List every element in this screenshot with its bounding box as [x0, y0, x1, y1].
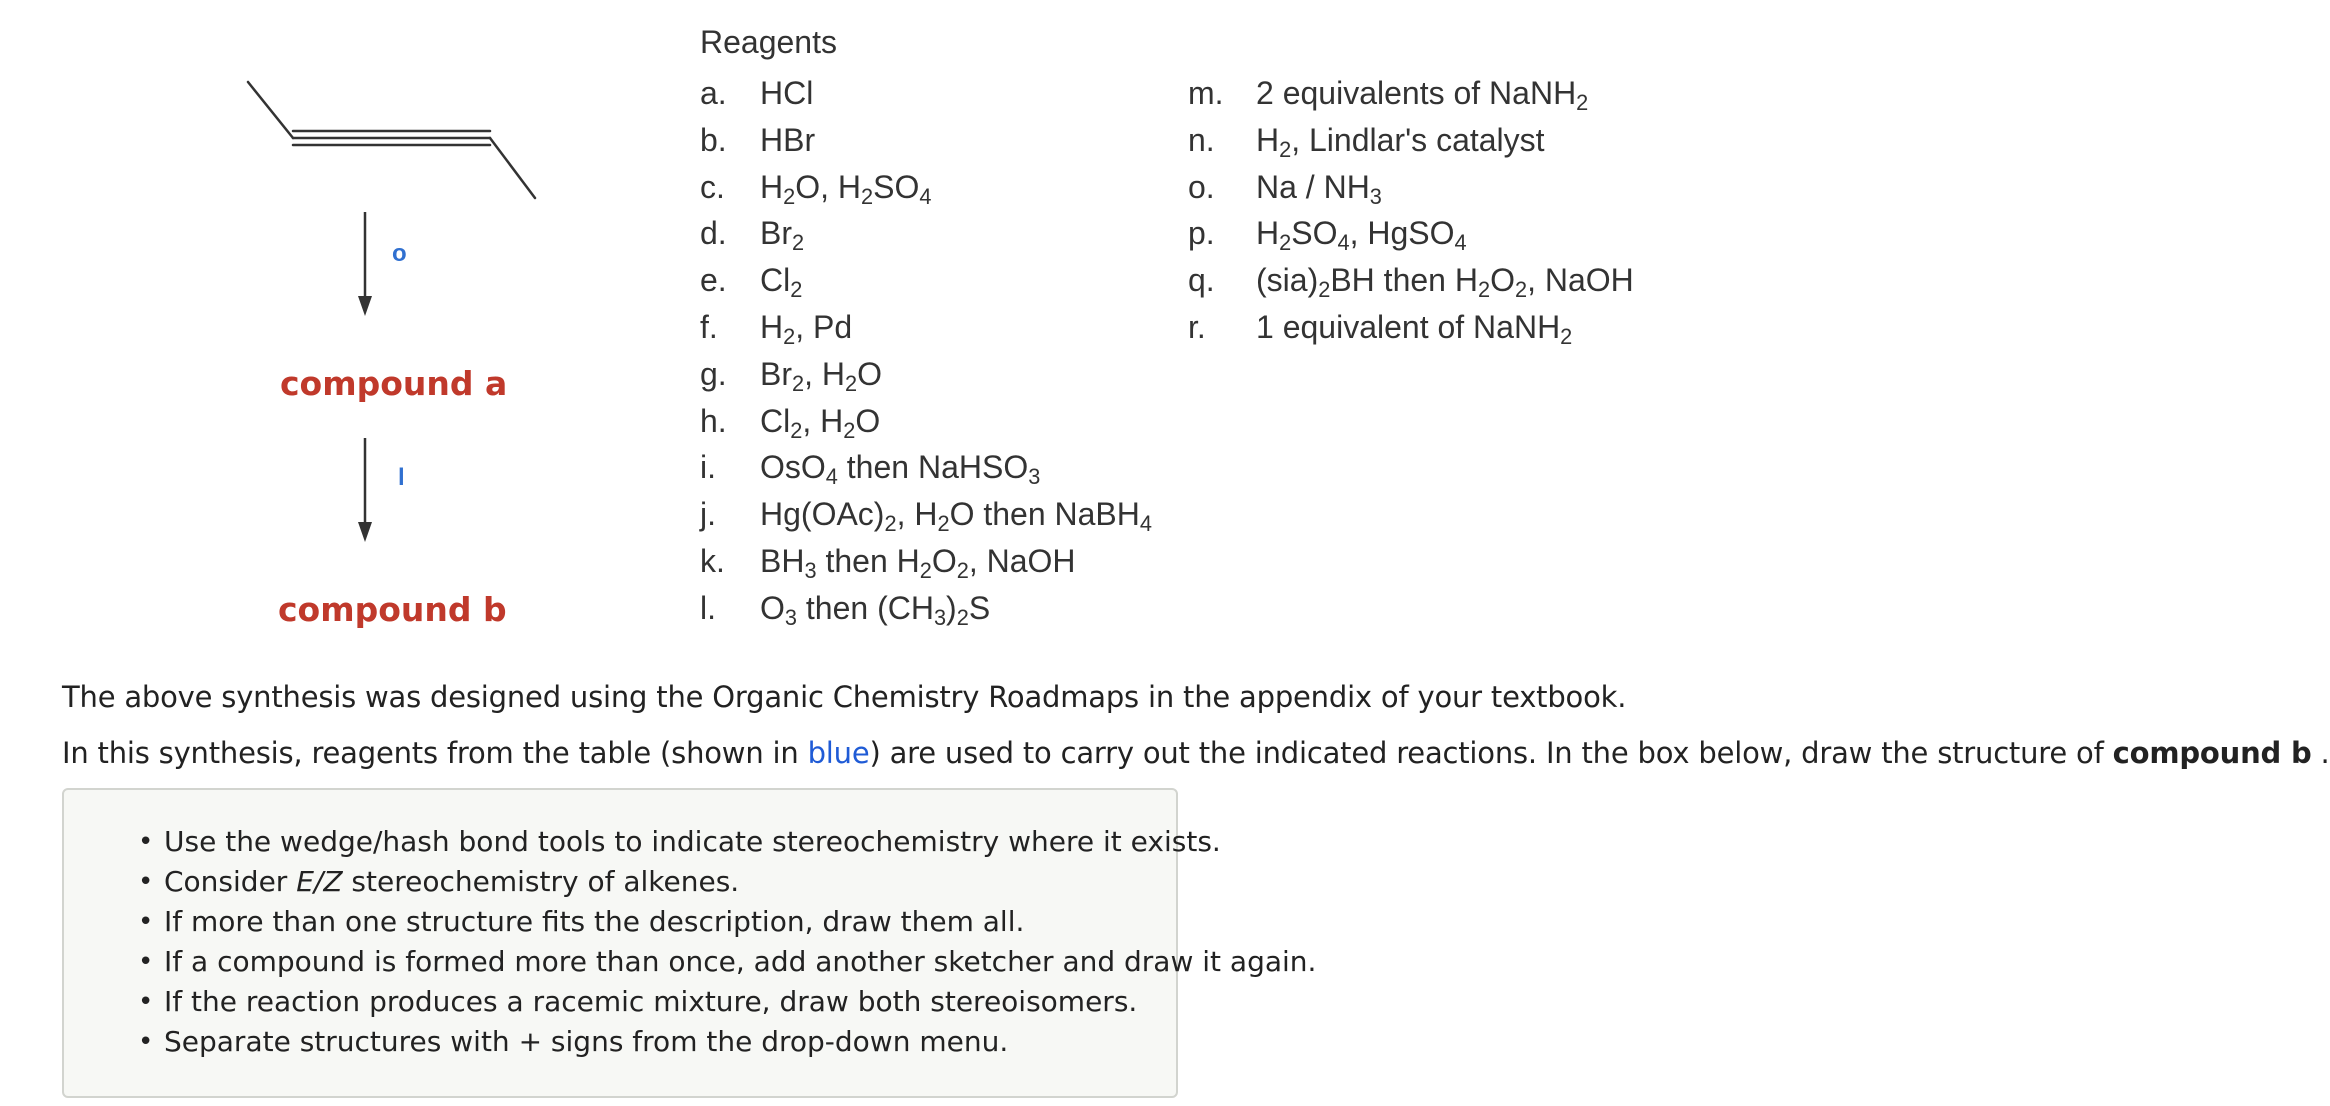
reagent-row-right-2	[1188, 164, 1748, 210]
reagent-row-left-8	[700, 444, 1220, 490]
reagent-letter: o.	[1188, 168, 1215, 205]
compound-a-label: compound a	[280, 364, 508, 403]
reagent-letter: g.	[700, 355, 727, 392]
blue-word: blue	[807, 736, 870, 770]
reagent-letter: e.	[700, 262, 727, 299]
instruction-item	[64, 862, 1176, 902]
reagents-list-right	[1188, 70, 1748, 370]
reagent-text: HCl	[760, 75, 814, 111]
reagent-row-right-3	[1188, 210, 1748, 256]
reagent-row-right-4	[1188, 257, 1748, 303]
description-paragraph-1: The above synthesis was designed using the Organic Chemistry Roadmaps in the appendix of your textbook.	[62, 680, 1627, 714]
reagent-row-right-5	[1188, 304, 1748, 350]
reagent-letter: q.	[1188, 262, 1215, 299]
reagent-text: HBr	[760, 121, 816, 158]
reagent-letter: d.	[700, 215, 727, 252]
reagent-text: $H_2$, Pd	[760, 309, 853, 350]
compound-b-label: compound b	[278, 590, 507, 629]
reagent-text: 1 equivalent of NaNH$_2$	[1256, 309, 1573, 350]
reagent-text: $Br_2$	[760, 215, 805, 256]
reagent-row-right-0	[1188, 70, 1748, 116]
reagent-text: $H_2SO_4$, HgSO$_4$	[1256, 215, 1467, 256]
reagent-letter: j.	[700, 496, 716, 533]
reagent-letter: r.	[1188, 309, 1206, 345]
reagent-row-left-4	[700, 257, 1220, 303]
reagent-row-left-1	[700, 117, 1220, 163]
reagent-letter: l.	[700, 589, 716, 626]
reagent-letter: m.	[1188, 75, 1224, 111]
reagent-letter: h.	[700, 402, 727, 439]
reaction-arrow-2	[350, 436, 380, 546]
reagent-row-left-6	[700, 351, 1220, 397]
reagent-text: OsO$_4$ then NaHSO$_3$	[760, 449, 1041, 490]
reagent-text: $(sia)_2BH$ then $H_2O_2$, NaOH	[1256, 262, 1634, 303]
reagent-letter: a.	[700, 75, 727, 111]
step1-reagent-label[interactable]: o	[392, 240, 407, 267]
reagent-letter: f.	[700, 309, 718, 345]
reagent-text: $H_2$, Lindlar's catalyst	[1256, 121, 1545, 162]
reagent-text: 2 equivalents of NaNH$_2$	[1256, 75, 1589, 116]
ethyl-bond-left	[248, 82, 293, 138]
instruction-item-2-post: stereochemistry of alkenes.	[342, 865, 740, 898]
paragraph-2-end: .	[2311, 736, 2330, 770]
instructions-list	[64, 822, 1317, 1062]
reagent-letter: n.	[1188, 121, 1215, 158]
reagent-text: $Br_2$, $H_2O$	[760, 355, 882, 396]
reagent-row-left-2	[700, 164, 1220, 210]
reagent-row-left-0	[700, 70, 1220, 116]
reagent-text: $Cl_2$	[760, 262, 803, 303]
paragraph-2-part-b: ) are used to carry out the indicated reactions. In the box below, draw the structure of	[869, 736, 2113, 770]
reagent-text: Na / $NH_3$	[1256, 168, 1382, 209]
instruction-item: • Separate structures with + signs from the drop-down menu.	[64, 1022, 1176, 1062]
instruction-item: • Use the wedge/hash bond tools to indicate stereochemistry where it exists.	[64, 822, 1176, 862]
reagent-letter: b.	[700, 121, 727, 158]
instruction-item: • If more than one structure fits the description, draw them all.	[64, 902, 1176, 942]
reagents-title: Reagents	[700, 24, 837, 60]
ethyl-bond-right	[490, 138, 535, 198]
reagent-row-left-11	[700, 585, 1220, 631]
reagent-letter: k.	[700, 543, 725, 579]
instruction-item-2-pre: Consider	[164, 865, 297, 898]
reagent-row-left-10	[700, 538, 1220, 584]
instruction-item: • If the reaction produces a racemic mixture, draw both stereoisomers.	[64, 982, 1176, 1022]
reagent-text: $Hg(OAc)_2$, $H_2O$ then NaBH$_4$	[760, 496, 1152, 537]
paragraph-2-part-a: In this synthesis, reagents from the table (shown in	[62, 736, 808, 770]
reaction-arrow-1	[350, 210, 380, 320]
description-paragraph-2	[62, 736, 2330, 770]
reagents-list-left	[700, 70, 1220, 630]
reagent-letter: c.	[700, 168, 725, 205]
compound-b-emphasis: compound b	[2112, 736, 2312, 770]
step2-reagent-label[interactable]: l	[398, 464, 405, 491]
instruction-item-2-em: E/Z	[296, 865, 343, 898]
starting-alkyne-structure	[0, 0, 560, 220]
reagent-text: $BH_3$ then $H_2O_2$, NaOH	[760, 543, 1076, 584]
reagent-text: $O_3$ then $(CH_3)_2S$	[760, 589, 991, 630]
reagent-row-left-9	[700, 491, 1220, 537]
reagent-letter: p.	[1188, 215, 1215, 252]
reagent-row-right-1	[1188, 117, 1748, 163]
reagent-text: $Cl_2$, $H_2O$	[760, 402, 881, 443]
reagent-text: $H_2O$, $H_2SO_4$	[760, 168, 932, 209]
reagent-row-left-5	[700, 304, 1220, 350]
reagent-row-left-7	[700, 398, 1220, 444]
reagent-row-left-3	[700, 210, 1220, 256]
instructions-box	[62, 788, 1317, 1098]
reagent-letter: i.	[700, 449, 716, 486]
instruction-item: • If a compound is formed more than once, add another sketcher and draw it again.	[64, 942, 1176, 982]
